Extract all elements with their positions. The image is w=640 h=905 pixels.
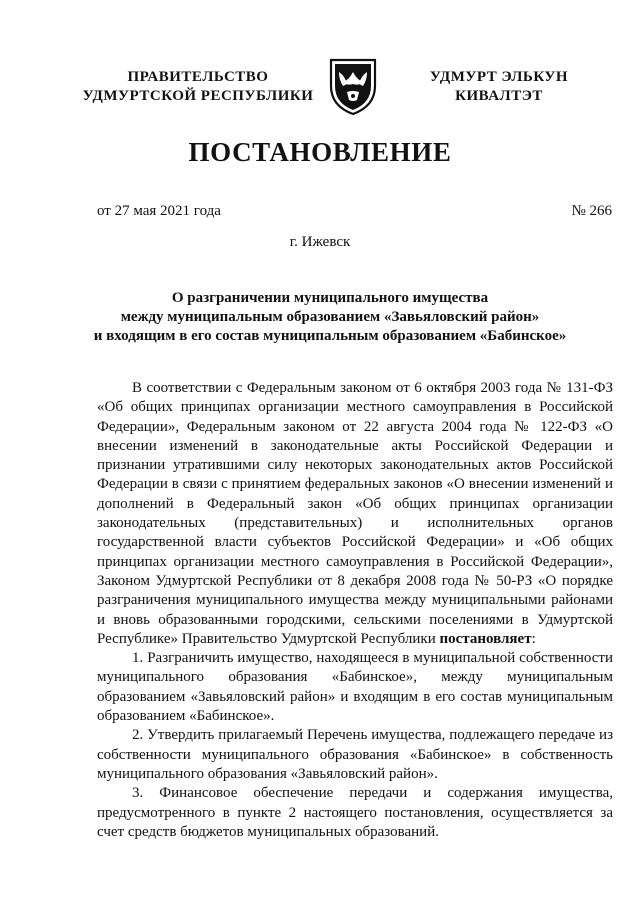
issuer-line-2: УДМУРТСКОЙ РЕСПУБЛИКИ [82,88,314,104]
subject-line-3: и входящим в его состав муниципальным образованием «Бабинское» [93,328,567,344]
issuer-udmurt-line-2: КИВАЛТЭТ [455,88,543,104]
issuer-name-russian [80,68,316,106]
issuer-line-1: ПРАВИТЕЛЬСТВО [127,69,269,85]
document-body [97,379,613,842]
document-subject [60,289,600,346]
item-1-paragraph: 1. Разграничить имущество, находящееся в муниципальной собственности муниципального образования «Бабинское», между муниципальным образованием «Завьяловский район» и входящим в его состав муниципальным образованием «Бабинское». [97,650,613,725]
decree-word: постановляет [439,630,532,647]
preamble-text: В соответствии с Федеральным законом от 6 октября 2003 года № 131-ФЗ «Об общих принципах организации местного самоуправления в Российской Федерации», Федеральным законом от 22 августа 2004 года № 122-ФЗ «О внесении изменений в законодательные акты Российской Федерации и признании утратившими силу некоторых законодательных актов Российской Федерации в связи с принятием федеральных законов «О внесении изменений и дополнений в Федеральный закон «Об общих принципах организации законодательных (представительных) и исполнительных органов государственной власти субъектов Российской Федерации» и «Об общих принципах организации местного самоуправления в Российской Федерации», Законом Удмуртской Республики от 8 декабря 2008 года № 50-РЗ «О порядке разграничения муниципального имущества между муниципальными районами и вновь образованными городскими, сельскими поселениями в Удмуртской Республике» Правительство Удмуртской Республики [97,380,613,647]
document-title: ПОСТАНОВЛЕНИЕ [188,137,452,167]
issuer-udmurt-line-1: УДМУРТ ЭЛЬКУН [429,69,569,85]
document-date: от 27 мая 2021 года [97,203,221,219]
subject-line-2: между муниципальным образованием «Завьяловский район» [120,309,540,325]
document-city: г. Ижевск [289,234,351,250]
issuer-name-udmurt [408,68,590,106]
item-2-paragraph: 2. Утвердить прилагаемый Перечень имущества, подлежащего передаче из собственности муниципального образования «Бабинское» в собственность муниципального образования «Завьяловский район». [97,727,613,782]
coat-of-arms-emblem [325,56,381,116]
decree-colon: : [531,630,536,647]
document-number: № 266 [571,203,612,219]
preamble-paragraph [97,379,613,649]
item-3-paragraph: 3. Финансовое обеспечение передачи и содержания имущества, предусмотренного в пункте 2 настоящего постановления, осуществляется за счет средств бюджетов муниципальных образований. [97,785,613,840]
subject-line-1: О разграничении муниципального имущества [171,290,489,306]
